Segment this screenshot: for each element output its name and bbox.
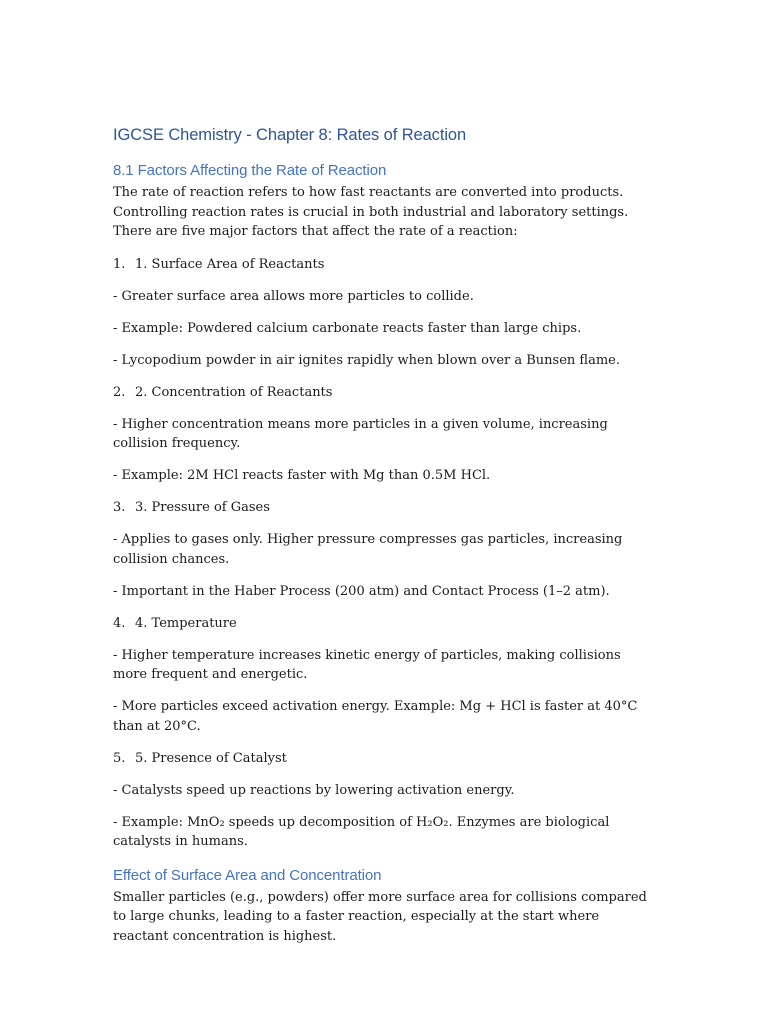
list-number: 4. — [113, 615, 126, 631]
list-item-factor-2 — [113, 383, 658, 403]
list-item-title: 5. Presence of Catalyst — [135, 750, 287, 766]
bullet-point: - Higher concentration means more particles in a given volume, increasing collision frequency. — [113, 416, 608, 451]
list-item-factor-5 — [113, 749, 658, 769]
section-body-paragraph: Smaller particles (e.g., powders) offer more surface area for collisions compared to large chunks, leading to a faster reaction, especially at the start where reactant concentration is highest. — [113, 889, 647, 944]
list-item-title: 1. Surface Area of Reactants — [135, 256, 325, 272]
bullet-point: - Example: 2M HCl reacts faster with Mg than 0.5M HCl. — [113, 468, 491, 483]
bullet-point: - Greater surface area allows more particles to collide. — [113, 288, 474, 304]
document-title: IGCSE Chemistry - Chapter 8: Rates of Reaction — [113, 126, 467, 144]
list-item-title: 4. Temperature — [135, 615, 237, 631]
bullet-point: - Higher temperature increases kinetic energy of particles, making collisions more frequent and energetic. — [113, 647, 621, 682]
bullet-point: - More particles exceed activation energy. Example: Mg + HCl is faster at 40°C than at 20°C. — [113, 699, 638, 734]
list-item-title: 2. Concentration of Reactants — [135, 384, 333, 400]
bullet-point: - Example: Powdered calcium carbonate reacts faster than large chips. — [113, 320, 582, 336]
bullet-point: - Example: MnO₂ speeds up decomposition of H₂O₂. Enzymes are biological catalysts in humans. — [113, 814, 610, 849]
bullet-point: - Lycopodium powder in air ignites rapidly when blown over a Bunsen flame. — [113, 352, 620, 368]
bullet-point: - Important in the Haber Process (200 atm) and Contact Process (1–2 atm). — [113, 583, 610, 599]
list-item-factor-4 — [113, 614, 658, 634]
bullet-point: - Catalysts speed up reactions by lowering activation energy. — [113, 782, 515, 798]
list-item-factor-1 — [113, 255, 658, 275]
intro-paragraph: The rate of reaction refers to how fast reactants are converted into products. Controlling reaction rates is crucial in both industrial and laboratory settings. There are five major factors that affect the rate of a reaction: — [113, 185, 629, 239]
list-number: 2. — [113, 384, 126, 400]
bullet-point: - Applies to gases only. Higher pressure compresses gas particles, increasing collision chances. — [113, 532, 623, 567]
list-item-title: 3. Pressure of Gases — [135, 500, 270, 515]
document-page — [113, 124, 658, 959]
section-heading-surface-area: Effect of Surface Area and Concentration — [113, 866, 382, 884]
list-number: 5. — [113, 750, 126, 766]
list-number: 1. — [113, 256, 126, 272]
list-number: 3. — [113, 500, 126, 515]
section-heading-factors: 8.1 Factors Affecting the Rate of Reaction — [113, 162, 387, 179]
list-item-factor-3 — [113, 498, 658, 518]
